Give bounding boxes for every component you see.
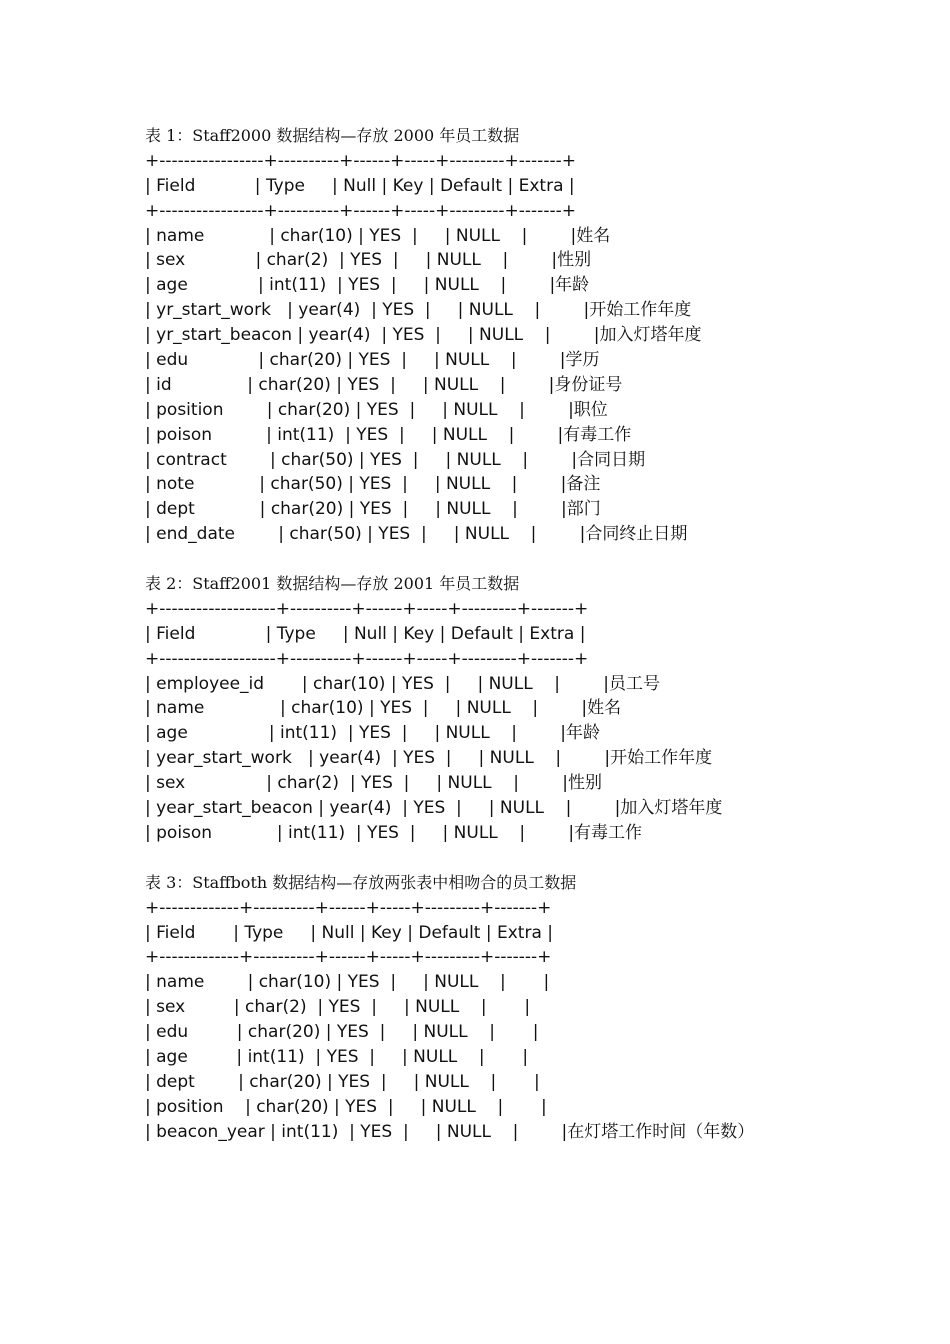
table-row: | edu | char(20) | YES | | NULL | |学历: [145, 350, 600, 371]
table-row: | sex | char(2) | YES | | NULL | |: [145, 997, 531, 1018]
table-header: | Field | Type | Null | Key | Default | Extra |: [145, 922, 554, 943]
table-row: | year_start_work | year(4) | YES | | NULL | |开始工作年度: [145, 748, 713, 769]
table-row: | position | char(20) | YES | | NULL | |职位: [145, 399, 608, 420]
table-row: | name | char(10) | YES | | NULL | |姓名: [145, 698, 622, 719]
table-row: | position | char(20) | YES | | NULL | |: [145, 1096, 547, 1117]
table-row: | note | char(50) | YES | | NULL | |备注: [145, 474, 601, 495]
table-row: | beacon_year | int(11) | YES | | NULL | |在灯塔工作时间（年数）: [145, 1121, 755, 1142]
table-border: +-------------+----------+------+-----+---------+-------+: [145, 947, 552, 968]
table-row: | poison | int(11) | YES | | NULL | |有毒工作: [145, 424, 632, 445]
table-section-staff2000: [145, 124, 905, 547]
table-row: | age | int(11) | YES | | NULL | |年龄: [145, 275, 590, 296]
table-row: | yr_start_beacon | year(4) | YES | | NULL | |加入灯塔年度: [145, 325, 702, 346]
table-caption: 表 2：Staff2001 数据结构—存放 2001 年员工数据: [145, 574, 520, 594]
table-row: | year_start_beacon | year(4) | YES | | NULL | |加入灯塔年度: [145, 798, 723, 819]
section-gap: [145, 547, 905, 572]
table-row: | employee_id | char(10) | YES | | NULL | |员工号: [145, 673, 660, 694]
table-row: | id | char(20) | YES | | NULL | |身份证号: [145, 374, 623, 395]
table-row: | edu | char(20) | YES | | NULL | |: [145, 1022, 539, 1043]
table-border: +-------------------+----------+------+-----+---------+-------+: [145, 648, 589, 669]
table-border: +-----------------+----------+------+-----+---------+-------+: [145, 200, 576, 221]
table-row: | contract | char(50) | YES | | NULL | |合同日期: [145, 449, 646, 470]
table-caption: 表 1：Staff2000 数据结构—存放 2000 年员工数据: [145, 126, 520, 145]
table-row: | dept | char(20) | YES | | NULL | |: [145, 1071, 540, 1092]
table-header: | Field | Type | Null | Key | Default | Extra |: [145, 623, 586, 644]
table-row: | sex | char(2) | YES | | NULL | |性别: [145, 773, 602, 794]
table-section-staff2001: [145, 572, 905, 846]
table-row: | age | int(11) | YES | | NULL | |年龄: [145, 723, 600, 744]
table-row: | poison | int(11) | YES | | NULL | |有毒工作: [145, 822, 643, 843]
section-gap: [145, 846, 905, 871]
document-body: [145, 124, 905, 1145]
table-row: | yr_start_work | year(4) | YES | | NULL | |开始工作年度: [145, 300, 692, 321]
table-border: +-------------------+----------+------+-----+---------+-------+: [145, 598, 589, 619]
table-row: | name | char(10) | YES | | NULL | |姓名: [145, 225, 611, 246]
table-border: +-----------------+----------+------+-----+---------+-------+: [145, 150, 576, 171]
table-section-staffboth: [145, 871, 905, 1145]
table-row: | age | int(11) | YES | | NULL | |: [145, 1046, 529, 1067]
table-header: | Field | Type | Null | Key | Default | Extra |: [145, 175, 575, 196]
table-row: | dept | char(20) | YES | | NULL | |部门: [145, 499, 601, 520]
table-row: | end_date | char(50) | YES | | NULL | |合同终止日期: [145, 524, 688, 545]
table-caption: 表 3：Staffboth 数据结构—存放两张表中相吻合的员工数据: [145, 872, 577, 892]
table-row: | name | char(10) | YES | | NULL | |: [145, 972, 550, 993]
table-row: | sex | char(2) | YES | | NULL | |性别: [145, 250, 592, 271]
table-border: +-------------+----------+------+-----+---------+-------+: [145, 897, 552, 918]
